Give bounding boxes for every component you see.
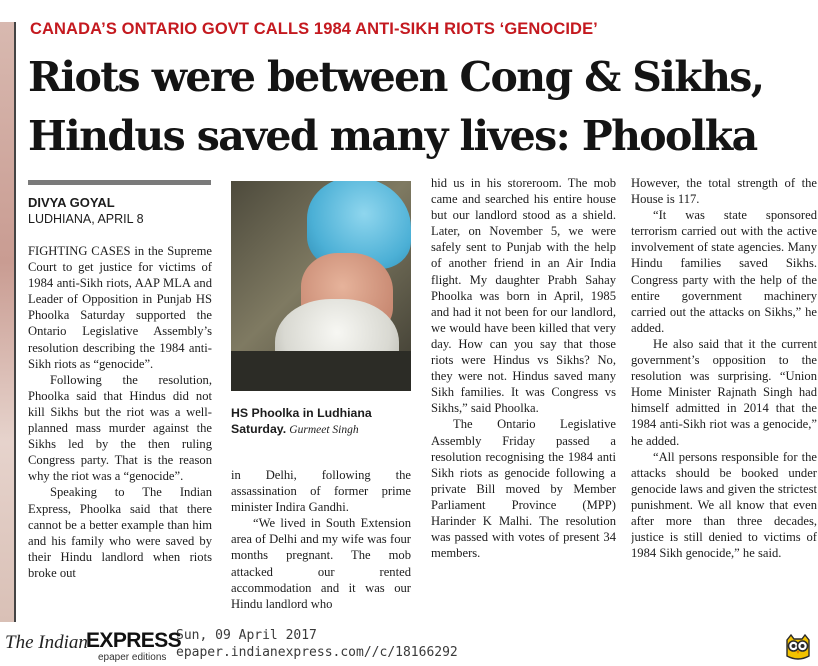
paragraph: The Ontario Legislative Assembly Friday passed a resolution recognising the 1984 anti Sikh riots as genocide following a private Bill moved by Member Parliament Province (MPP) Harinder K Malhi. The resolution was passed with votes of present 34 members. <box>431 417 616 561</box>
paragraph: hid us in his storeroom. The mob came and searched his entire house but our landlord stood as a shield. Later, on November 5, we were safely sent to Punjab with the help of another friend in an Air India flight. My daughter Prabh Sahay Phoolka was born in April, 1985 and had it not been for our landlord, we would have been killed that very day. How can you say that those riots were Hindus vs Sikhs? No, they were not. Hindus saved many Sikh families. It was Congress vs Sikhs,” said Phoolka. <box>431 176 616 416</box>
paragraph: However, the total strength of the House is 117. <box>631 176 817 207</box>
paragraph: “We lived in South Extension area of Delhi and my wife was four months pregnant. The mob attacked our rented accommodation and it was our Hindu landlord who <box>231 516 411 611</box>
paragraph: “All persons responsible for the attacks should be booked under genocide laws and given the strictest punishment. We all know that even after more than three decades, justice is still denied to victims of 1984 Sikh genocide,” he said. <box>631 449 817 561</box>
article-column-4 <box>631 175 817 615</box>
article-headline <box>28 48 813 166</box>
article-column-1 <box>28 243 212 618</box>
article-column-2 <box>231 467 411 617</box>
phoolka-photo <box>231 181 411 391</box>
paragraph: FIGHTING CASES in the Supreme Court to get justice for victims of 1984 anti-Sikh riots, AAP MLA and Leader of Opposition in Punjab HS Phoolka Saturday supported the Ontario Legislative Assembly’s resolution describing the 1984 anti-Sikh riots as “genocide”. <box>28 244 212 371</box>
adjacent-page-edge <box>0 22 16 622</box>
paragraph: in Delhi, following the assassination of former prime minister Indira Gandhi. <box>231 468 411 515</box>
logo-subtitle: epaper editions <box>98 652 167 663</box>
article-column-3 <box>431 175 616 615</box>
photo-credit: Gurmeet Singh <box>289 424 359 436</box>
paragraph: Following the resolution, Phoolka said that Hindus did not kill Sikhs but the riot was a well- planned mass murder against the Sikhs led by the then ruling Congress party. That is the reason why the riot was a “genocide”. <box>28 372 212 484</box>
caption-text: HS Phoolka in Ludhiana Saturday. <box>231 406 372 436</box>
coat-shape <box>231 351 411 391</box>
paragraph: He also said that it the current government’s opposition to the resolution was surprising. “Union Home Minister Rajnath Singh had himself admitted in 2014 that the 1984 anti-Sikh riot was a genocide,” he added. <box>631 336 817 448</box>
article-kicker: CANADA’S ONTARIO GOVT CALLS 1984 ANTI-SIKH RIOTS ‘GENOCIDE’ <box>30 20 598 38</box>
photo-caption <box>231 405 411 438</box>
edition-date: Sun, 09 April 2017 <box>176 628 317 643</box>
headline-line-1: Riots were between Cong & Sikhs, <box>28 53 764 101</box>
logo-the-indian: The Indian <box>5 632 88 653</box>
logo-express: EXPRESS <box>86 629 182 652</box>
paragraph: Speaking to The Indian Express, Phoolka said that there cannot be a better example than him and his family who were saved by their Hindu landlord when riots broke out <box>28 485 212 580</box>
owl-icon[interactable] <box>783 632 813 662</box>
epaper-footer <box>0 624 818 666</box>
author-name: DIVYA GOYAL <box>28 195 115 210</box>
headline-line-2: Hindus saved many lives: Phoolka <box>28 112 757 160</box>
byline <box>28 180 211 227</box>
paragraph: “It was state sponsored terrorism carried out with the active involvement of state agencies. Many Hindu families saved Sikhs. Congress party with the help of the entire government machinery carried out the attacks on Sikhs,” he added. <box>631 208 817 335</box>
epaper-url[interactable]: epaper.indianexpress.com//c/18166292 <box>176 645 458 660</box>
dateline: LUDHIANA, APRIL 8 <box>28 212 144 226</box>
